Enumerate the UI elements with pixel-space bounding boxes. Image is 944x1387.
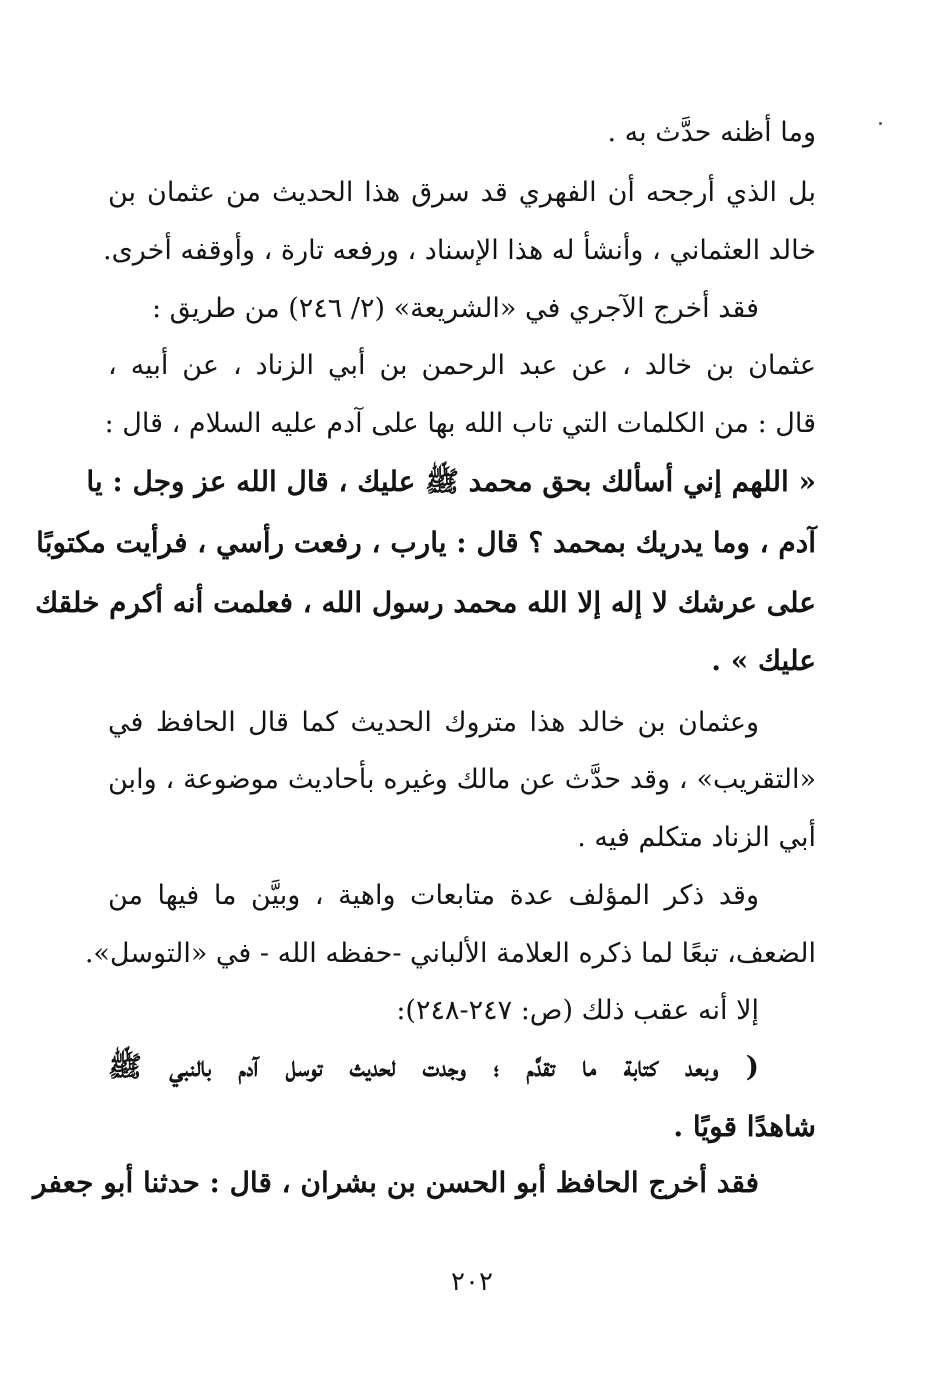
text-line: أبي الزناد متكلم فيه . — [577, 822, 816, 853]
text-line: الضعف، تبعًا لما ذكره العلامة الألباني -حفظه الله - في «التوسل». — [84, 938, 816, 969]
text-line: عليك » . — [711, 644, 816, 677]
text-line: عثمان بن خالد ، عن عبد الرحمن بن أبي الزناد ، عن أبيه ، — [108, 350, 816, 381]
text-line: وقد ذكر المؤلف عدة متابعات واهية ، وبيَّن ما فيها من — [108, 880, 759, 911]
scan-speck — [879, 122, 882, 125]
text-line: وعثمان بن خالد هذا متروك الحديث كما قال الحافظ في — [108, 707, 759, 738]
text-line: وما أظنه حدَّث به . — [607, 117, 816, 148]
text-line: « اللهم إني أسألك بحق محمد ﷺ عليك ، قال الله عز وجل : يا — [86, 465, 816, 498]
text-line: قال : من الكلمات التي تاب الله بها على آدم عليه السلام ، قال : — [104, 408, 816, 439]
text-line: «التقريب» ، وقد حدَّث عن مالك وغيره بأحاديث موضوعة ، وابن — [108, 764, 816, 795]
text-line: آدم ، وما يدريك بمحمد ؟ قال : يارب ، رفعت رأسي ، فرأيت مكتوبًا — [36, 526, 816, 559]
text-line: على عرشك لا إله إلا الله محمد رسول الله ، فعلمت أنه أكرم خلقك — [35, 586, 816, 619]
text-line: فقد أخرج الحافظ أبو الحسن بن بشران ، قال : حدثنا أبو جعفر — [33, 1166, 759, 1199]
text-line: إلا أنه عقب ذلك (ص: ٢٤٧-٢٤٨): — [396, 995, 759, 1026]
text-line: شاهدًا قويًا . — [673, 1110, 816, 1143]
text-line: خالد العثماني ، وأنشأ له هذا الإسناد ، ورفعه تارة ، وأوقفه أخرى. — [103, 235, 816, 266]
text-line: ( وبعد كتابة ما تقدَّم ؛ وجدت لحديث توسل آدم بالنبي ﷺ — [108, 1050, 759, 1083]
text-line: فقد أخرج الآجري في «الشريعة» (٢/ ٢٤٦) من طريق : — [151, 293, 759, 324]
text-line: بل الذي أرجحه أن الفهري قد سرق هذا الحديث من عثمان بن — [108, 177, 816, 208]
page-number: ٢٠٢ — [451, 1267, 493, 1297]
